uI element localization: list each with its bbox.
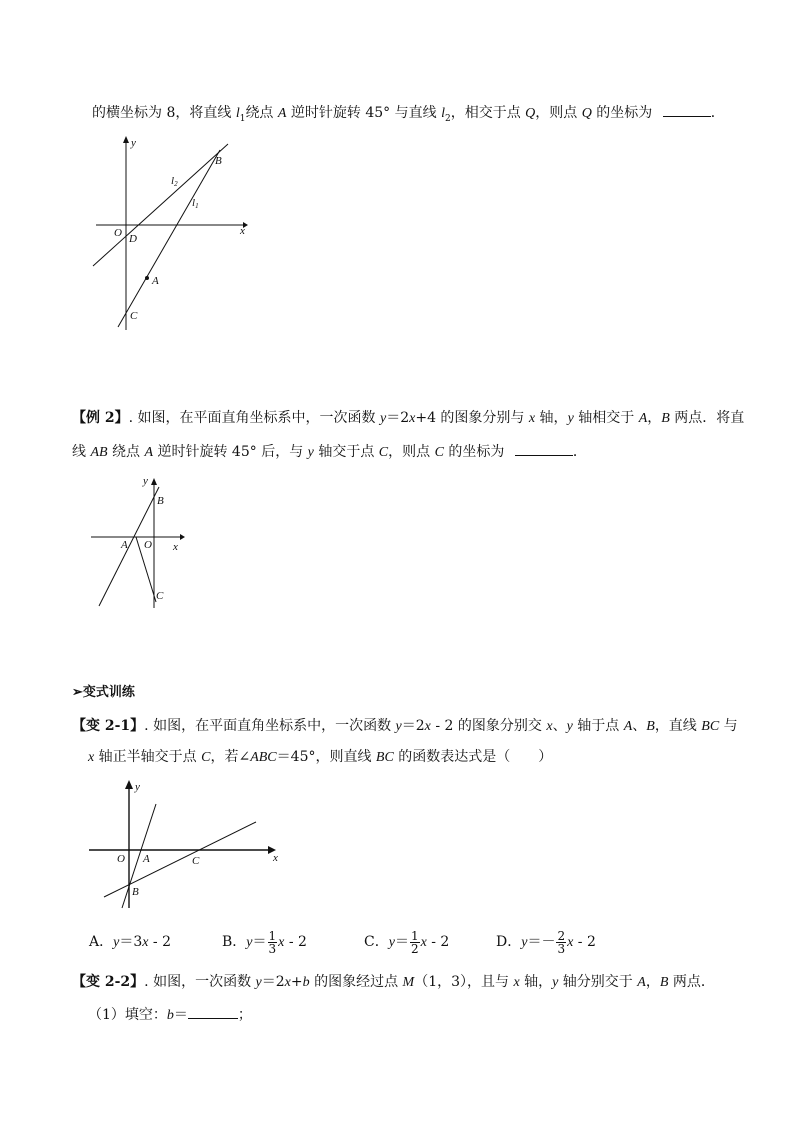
option-c[interactable]: C．y＝ $\frac{1}{2}$ x - 2 xyxy=(364,928,450,956)
fraction: $\frac{1}{2}$ xyxy=(410,928,419,956)
question-1: （1）填空：b＝ ； xyxy=(88,1004,252,1026)
example-2-line-1: 【例 2】. 如图，在平面直角坐标系中，一次函数 y＝2x+4 的图象分别与 x 轴，y 轴相交于 A，B 两点．将直 xyxy=(72,410,745,426)
label-y: y xyxy=(135,781,140,793)
option-b[interactable]: B．y＝ $\frac{1}{3}$ x - 2 xyxy=(222,928,307,956)
figure-2 xyxy=(88,472,198,612)
answer-blank[interactable] xyxy=(663,102,711,117)
label-B: B xyxy=(215,155,222,167)
x-axis-arrow xyxy=(180,534,185,540)
label-l1: l1 xyxy=(192,197,199,210)
section-title: ➢变式训练 xyxy=(72,685,135,700)
label-C: C xyxy=(130,310,138,322)
label-O: O xyxy=(144,539,152,551)
option-d[interactable]: D．y＝－ $\frac{2}{3}$ x - 2 xyxy=(496,928,596,956)
label-A: A xyxy=(121,539,128,551)
option-a[interactable]: A．y＝3x - 2 xyxy=(89,934,172,950)
figure-3 xyxy=(86,776,296,916)
y-axis-arrow xyxy=(125,780,133,789)
line-l2 xyxy=(93,144,228,266)
figure-1 xyxy=(88,132,268,337)
answer-blank[interactable] xyxy=(515,441,573,456)
fraction: $\frac{1}{3}$ xyxy=(268,928,277,956)
label-C: C xyxy=(156,590,164,602)
example-2-line-2: 线 AB 绕点 A 逆时针旋转 45° 后，与 y 轴交于点 C，则点 C 的坐标为 ． xyxy=(72,441,587,463)
label-A: A xyxy=(152,275,159,287)
label-D: D xyxy=(129,233,137,245)
line-AB xyxy=(122,804,156,908)
label-y: y xyxy=(143,475,148,487)
arrow-marker-icon: ➢ xyxy=(72,685,83,700)
label-A: A xyxy=(143,853,150,865)
label-C: C xyxy=(192,855,200,867)
label-x: x xyxy=(273,852,278,864)
label-O: O xyxy=(117,853,125,865)
fraction: $\frac{2}{3}$ xyxy=(557,928,566,956)
line-BC xyxy=(104,822,256,897)
label-B: B xyxy=(132,886,139,898)
label-O: O xyxy=(114,227,122,239)
point-A xyxy=(145,276,149,280)
label-y: y xyxy=(131,137,136,149)
y-axis-arrow xyxy=(123,136,129,143)
label-l2: l2 xyxy=(171,175,178,188)
y-axis-arrow xyxy=(151,478,157,485)
label-x: x xyxy=(240,225,245,237)
label-x: x xyxy=(173,541,178,553)
variant-2-1-line-1: 【变 2-1】. 如图，在平面直角坐标系中，一次函数 y＝2x - 2 的图象分别交 x、y 轴于点 A、B，直线 BC 与 xyxy=(72,718,738,734)
variant-2-2-line: 【变 2-2】. 如图，一次函数 y＝2x+b 的图象经过点 M（1，3），且与 x 轴，y 轴分别交于 A，B 两点． xyxy=(72,974,715,990)
answer-blank[interactable] xyxy=(188,1004,238,1019)
intro-line: 的横坐标为 8，将直线 $l_1$绕点 A 逆时针旋转 45° 与直线 $l_2$，相交于点 Q，则点 Q 的坐标为 ． xyxy=(92,102,725,129)
label-B: B xyxy=(157,495,164,507)
variant-2-1-line-2: x 轴正半轴交于点 C，若∠ABC＝45°，则直线 BC 的函数表达式是（ ） xyxy=(88,749,553,765)
